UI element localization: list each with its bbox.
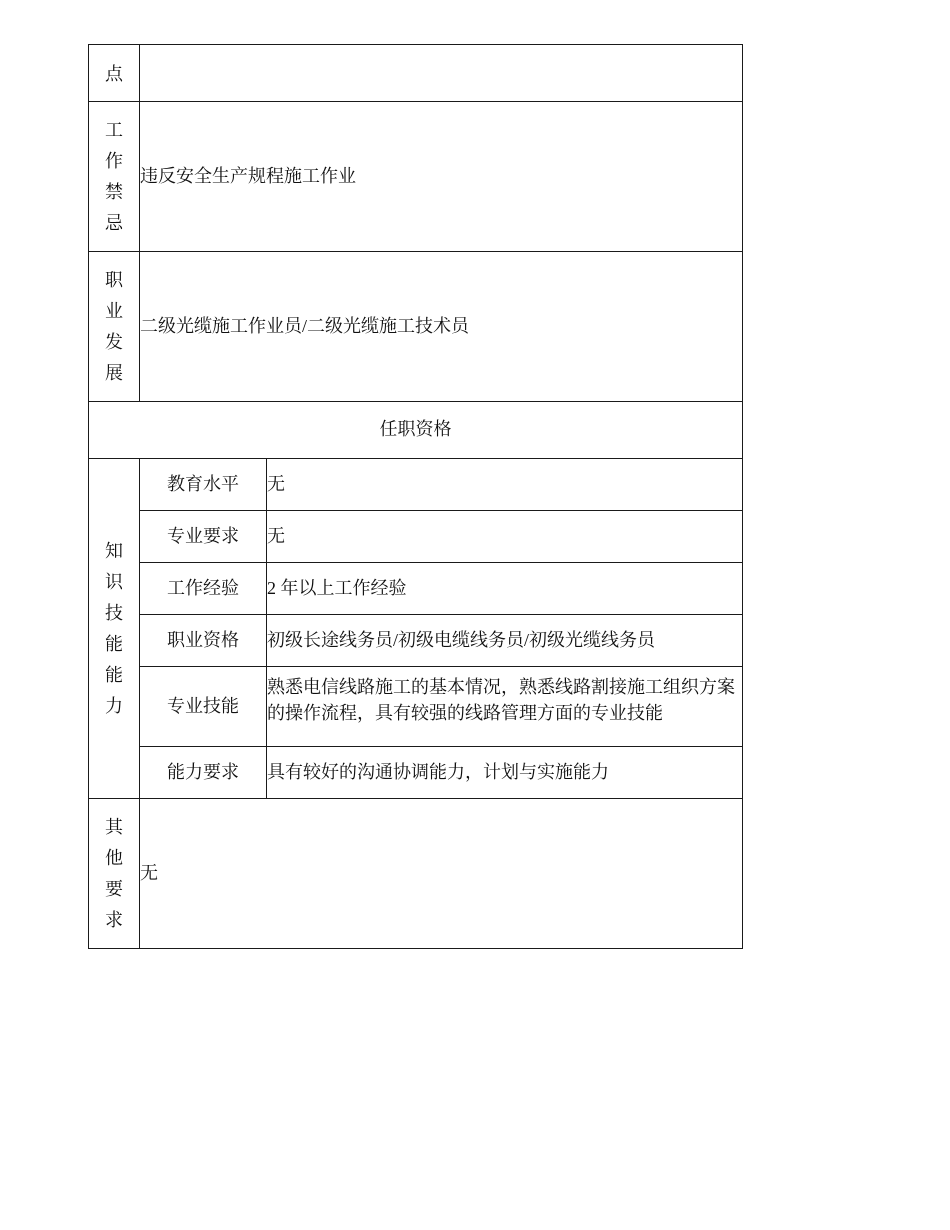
education-label: 教育水平 (140, 459, 267, 511)
skills-group-label-char: 技 (105, 602, 123, 623)
ability-label: 能力要求 (140, 747, 267, 799)
location-label (89, 45, 140, 102)
other-requirements-row (89, 799, 743, 949)
qualification-row (89, 747, 743, 799)
skills-group-label-char: 识 (105, 571, 123, 592)
skills-group-label-char: 知 (105, 540, 123, 561)
career-label (89, 252, 140, 402)
qualification-row (89, 615, 743, 667)
location-value (140, 45, 743, 102)
job-description-table (88, 44, 743, 949)
qualification-row (89, 511, 743, 563)
location-label-char: 点 (105, 63, 123, 84)
other-requirements-label (89, 799, 140, 949)
skills-label: 专业技能 (140, 667, 267, 747)
prohibitions-label-char: 工 (105, 119, 123, 140)
other-label-char: 要 (105, 878, 123, 899)
education-value: 无 (267, 459, 743, 511)
qualification-row (89, 459, 743, 511)
experience-label: 工作经验 (140, 563, 267, 615)
career-label-char: 发 (105, 331, 123, 352)
qualification-row (89, 563, 743, 615)
career-value: 二级光缆施工作业员/二级光缆施工技术员 (140, 252, 743, 402)
other-label-char: 他 (105, 847, 123, 868)
prohibitions-label-char: 忌 (105, 212, 123, 233)
ability-value: 具有较好的沟通协调能力，计划与实施能力 (267, 747, 743, 799)
location-row (89, 45, 743, 102)
other-requirements-value: 无 (140, 799, 743, 949)
other-label-char: 求 (105, 909, 123, 930)
prohibitions-label (89, 102, 140, 252)
other-label-char: 其 (105, 816, 123, 837)
certification-value: 初级长途线务员/初级电缆线务员/初级光缆线务员 (267, 615, 743, 667)
qualifications-title-row (89, 402, 743, 459)
prohibitions-label-char: 禁 (105, 181, 123, 202)
qualification-row (89, 667, 743, 747)
skills-group-label-char: 力 (105, 695, 123, 716)
prohibitions-value: 违反安全生产规程施工作业 (140, 102, 743, 252)
career-label-char: 业 (105, 300, 123, 321)
prohibitions-label-char: 作 (105, 150, 123, 171)
prohibitions-row (89, 102, 743, 252)
experience-value: 2 年以上工作经验 (267, 563, 743, 615)
major-label: 专业要求 (140, 511, 267, 563)
career-label-char: 职 (105, 269, 123, 290)
job-description-sheet (88, 44, 743, 949)
career-row (89, 252, 743, 402)
certification-label: 职业资格 (140, 615, 267, 667)
major-value: 无 (267, 511, 743, 563)
skills-group-label (89, 459, 140, 799)
qualifications-title: 任职资格 (89, 402, 743, 459)
skills-value: 熟悉电信线路施工的基本情况，熟悉线路割接施工组织方案的操作流程，具有较强的线路管理方面的专业技能 (267, 667, 743, 747)
career-label-char: 展 (105, 362, 123, 383)
skills-group-label-char: 能 (105, 633, 123, 654)
skills-group-label-char: 能 (105, 664, 123, 685)
